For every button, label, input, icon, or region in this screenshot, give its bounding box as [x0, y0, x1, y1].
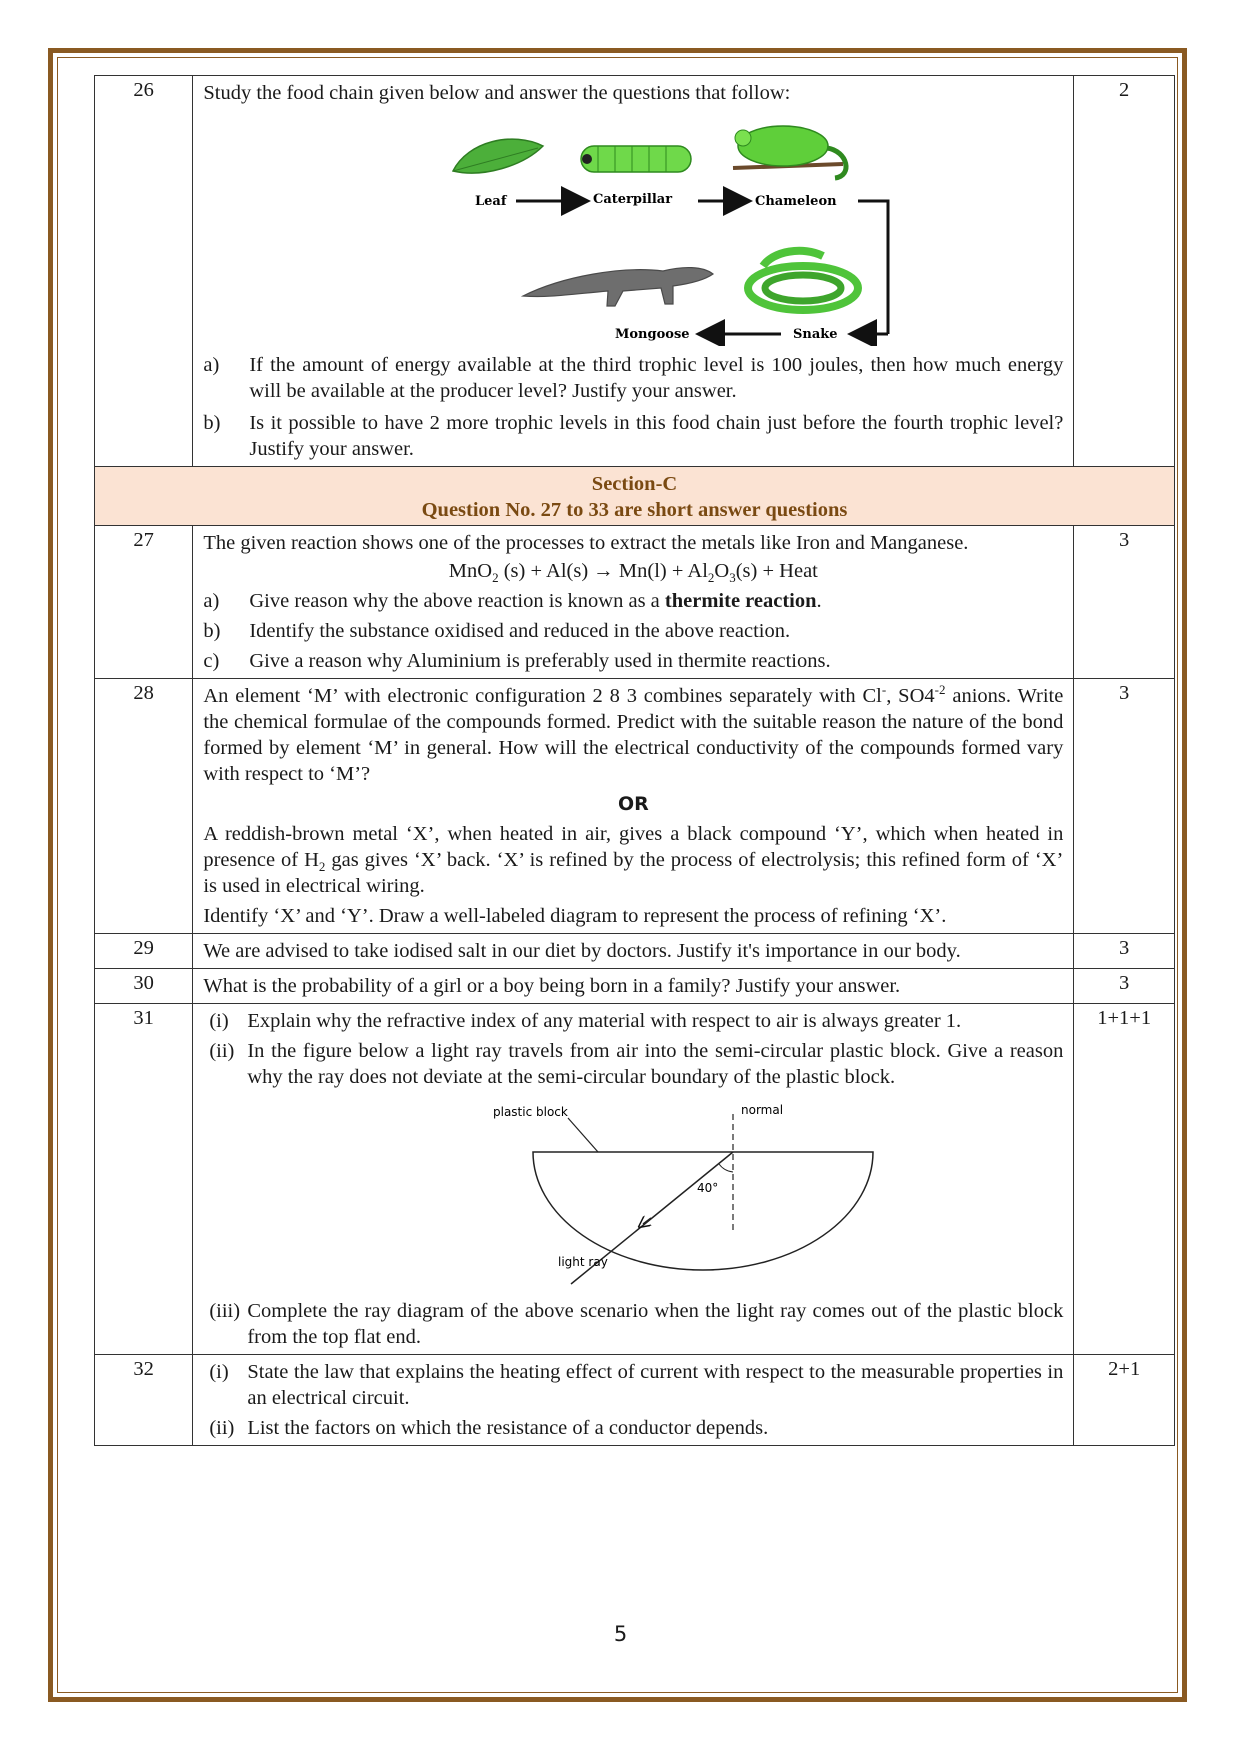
question-number: 31 — [95, 1004, 193, 1355]
question-text: What is the probability of a girl or a boy being born in a family? Justify your answer. — [203, 975, 901, 997]
question-part-c: c) Give a reason why Aluminium is preferably used in thermite reactions. — [203, 650, 831, 672]
question-part-a: a) Give reason why the above reaction is known as a thermite reaction. — [203, 590, 822, 612]
question-30-row — [95, 969, 1175, 1004]
chameleon-image — [733, 126, 846, 178]
question-body — [193, 76, 1074, 467]
question-text: We are advised to take iodised salt in our diet by doctors. Justify it's importance in our body. — [203, 940, 961, 962]
question-part-b: b) Is it possible to have 2 more trophic levels in this food chain just before the fourth trophic level? Justify your answer. — [203, 412, 1064, 460]
leaf-image — [453, 139, 543, 173]
snake-image — [748, 251, 858, 310]
chameleon-label: Chameleon — [755, 194, 837, 209]
question-32-row — [95, 1355, 1175, 1446]
question-number: 32 — [95, 1355, 193, 1446]
question-marks: 3 — [1074, 969, 1175, 1004]
question-part-iii: (iii) Complete the ray diagram of the above scenario when the light ray comes out of the plastic block from the top flat end. — [209, 1300, 1064, 1348]
question-number: 28 — [95, 679, 193, 934]
question-part-b: b) Identify the substance oxidised and reduced in the above reaction. — [203, 620, 791, 642]
question-marks: 3 — [1074, 934, 1175, 969]
question-29-row — [95, 934, 1175, 969]
question-part-ii: (ii) In the figure below a light ray travels from air into the semi-circular plastic block. Give a reason why the ray does not deviate at the semi-circular boundary of the plastic block. — [209, 1040, 1064, 1088]
angle-label: 40° — [697, 1181, 719, 1195]
question-28-row — [95, 679, 1175, 934]
normal-label: normal — [741, 1103, 784, 1117]
question-paragraph: An element ‘M’ with electronic configuration 2 8 3 combines separately with Cl-, $SO4^{-2}$ anions. Write the chemical formulae of the compounds formed. Predict with the suitable reason the nature of the bond formed by element ‘M’ in general. How will the electrical conductivity of the compounds formed vary with respect to ‘M’? — [203, 682, 1064, 785]
refraction-diagram — [203, 1094, 1063, 1294]
section-title: Section-C — [591, 473, 678, 495]
question-part-ii: (ii) List the factors on which the resistance of a conductor depends. — [209, 1417, 769, 1439]
question-body — [193, 679, 1074, 934]
question-paragraph-alt-2: Identify ‘X’ and ‘Y’. Draw a well-labeled diagram to represent the process of refining ‘X’. — [203, 905, 947, 927]
question-27-row — [95, 526, 1175, 679]
question-marks: 3 — [1074, 526, 1175, 679]
question-part-i: (i) Explain why the refractive index of any material with respect to air is always greater 1. — [209, 1010, 962, 1032]
question-body — [193, 1004, 1074, 1355]
question-number: 29 — [95, 934, 193, 969]
caterpillar-image — [581, 146, 691, 172]
snake-label: Snake — [793, 327, 838, 342]
question-number: 27 — [95, 526, 193, 679]
plastic-block-shape — [533, 1152, 873, 1270]
question-marks: 2+1 — [1074, 1355, 1175, 1446]
food-chain-figure — [203, 106, 1063, 346]
question-intro: The given reaction shows one of the processes to extract the metals like Iron and Manganese. — [203, 532, 969, 554]
question-table — [94, 75, 1175, 1446]
question-body — [193, 934, 1074, 969]
arrow-chameleon-snake — [858, 201, 888, 334]
question-intro: Study the food chain given below and answer the questions that follow: — [203, 82, 791, 104]
light-ray-label: light ray — [558, 1255, 609, 1269]
question-26-row — [95, 76, 1175, 467]
question-marks: 1+1+1 — [1074, 1004, 1175, 1355]
question-marks: 3 — [1074, 679, 1175, 934]
mongoose-image — [523, 268, 713, 306]
question-body — [193, 526, 1074, 679]
leaf-label: Leaf — [475, 194, 507, 209]
caterpillar-label: Caterpillar — [593, 192, 673, 207]
question-number: 30 — [95, 969, 193, 1004]
page-number: 5 — [613, 1622, 628, 1646]
question-number: 26 — [95, 76, 193, 467]
section-c-header — [95, 467, 1175, 526]
question-part-i: (i) State the law that explains the heating effect of current with respect to the measurable properties in an electrical circuit. — [209, 1361, 1064, 1409]
question-paragraph-alt: A reddish-brown metal ‘X’, when heated in air, gives a black compound ‘Y’, which when heated in presence of $H_2$ gas gives ‘X’ back. ‘X’ is refined by the process of electrolysis; this refined form of ‘X’ is used in electrical wiring. — [203, 823, 1064, 897]
plastic-block-label: plastic block — [493, 1105, 569, 1119]
question-body — [193, 969, 1074, 1004]
question-part-a: a) If the amount of energy available at the third trophic level is 100 joules, then how much energy will be available at the producer level? Justify your answer. — [203, 354, 1064, 402]
section-subtitle: Question No. 27 to 33 are short answer questions — [421, 499, 848, 521]
or-separator: OR — [617, 793, 649, 815]
question-body — [193, 1355, 1074, 1446]
question-31-row — [95, 1004, 1175, 1355]
question-marks: 2 — [1074, 76, 1175, 467]
mongoose-label: Mongoose — [615, 327, 690, 342]
chemical-equation: MnO$_2$ $(s) + Al(s) \to Mn(l) + Al_2O_3(s)$ + Heat — [448, 560, 818, 586]
